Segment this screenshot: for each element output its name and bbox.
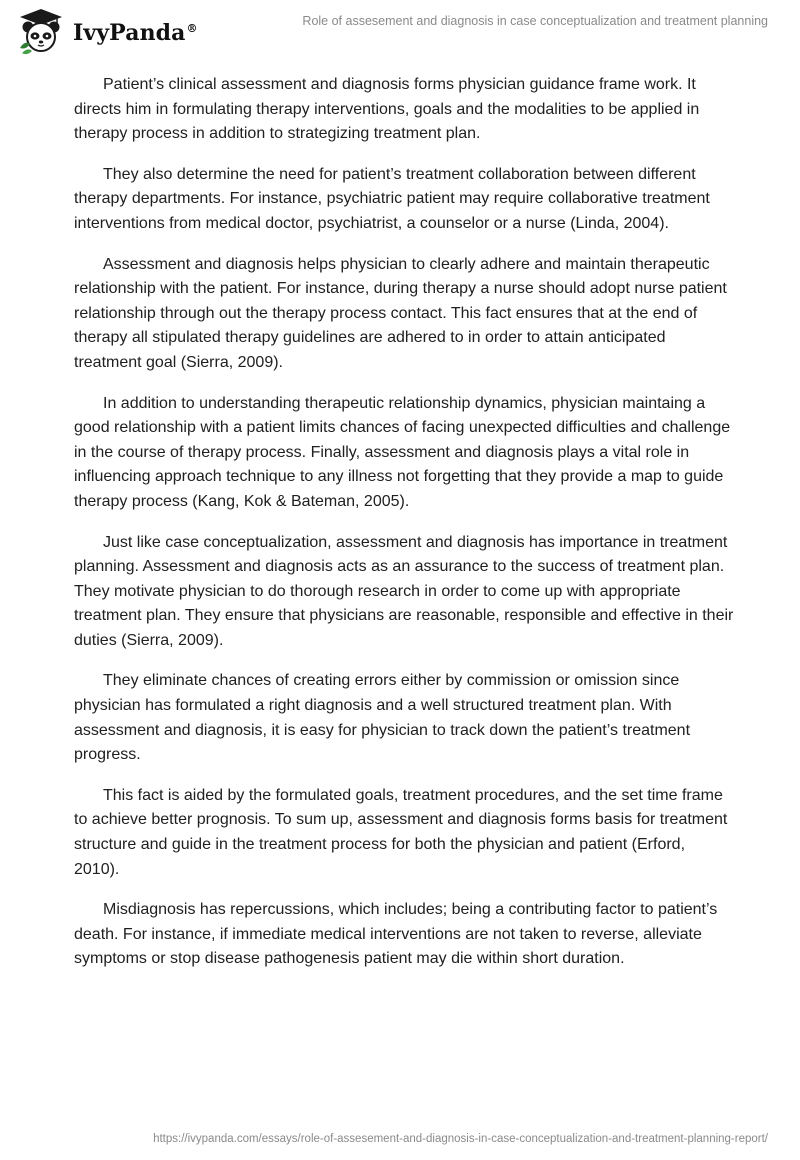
panda-graduate-icon [16, 6, 66, 56]
brand-logo[interactable] [16, 6, 198, 56]
paragraph: Assessment and diagnosis helps physician to clearly adhere and maintain therapeutic relationship with the patient. For instance, during therapy a nurse should adopt nurse patient relationship through out the therapy process contact. This fact ensures that at the end of therapy all stipulated therapy guidelines are adhered to in order to attain anticipated treatment goal (Sierra, 2009). [74, 255, 727, 371]
brand-name: IvyPanda® [73, 20, 198, 46]
paragraph: In addition to understanding therapeutic relationship dynamics, physician maintaing a good relationship with a patient limits chances of facing unexpected difficulties and challenge in the course of therapy process. Finally, assessment and diagnosis plays a vital role in influencing approach technique to any illness not forgetting that they provide a map to guide therapy process (Kang, Kok & Bateman, 2005). [74, 394, 731, 510]
paragraph: Misdiagnosis has repercussions, which includes; being a contributing factor to patient’s death. For instance, if immediate medical interventions are not taken to reverse, alleviate symptoms or stop disease pathogenesis patient may die within short duration. [74, 901, 718, 968]
paragraph: Just like case conceptualization, assessment and diagnosis has importance in treatment planning. Assessment and diagnosis acts as an assurance to the success of treatment plan. They motivate physician to do thorough research in order to come up with appropriate treatment plan. They ensure that physicians are reasonable, responsible and effective in their duties (Sierra, 2009). [74, 533, 734, 649]
page-header [0, 0, 800, 60]
source-url-link[interactable]: https://ivypanda.com/essays/role-of-assesement-and-diagnosis-in-case-conceptualization-and-treatment-planning-report/ [153, 1133, 768, 1145]
paragraph: Patient’s clinical assessment and diagnosis forms physician guidance frame work. It directs him in formulating therapy interventions, goals and the modalities to be applied in therapy process in addition to strategizing treatment plan. [74, 76, 700, 143]
paragraph: This fact is aided by the formulated goals, treatment procedures, and the set time frame to achieve better prognosis. To sum up, assessment and diagnosis forms basis for treatment structure and guide in the treatment process for both the physician and patient (Erford, 2010). [74, 786, 728, 878]
document-title: Role of assesement and diagnosis in case conceptualization and treatment planning [302, 14, 768, 28]
paragraph: They also determine the need for patient’s treatment collaboration between different therapy departments. For instance, psychiatric patient may require collaborative treatment interventions from medical doctor, psychiatrist, a counselor or a nurse (Linda, 2004). [74, 165, 710, 232]
paragraph: They eliminate chances of creating errors either by commission or omission since physician has formulated a right diagnosis and a well structured treatment plan. With assessment and diagnosis, it is easy for physician to track down the patient’s treatment progress. [74, 672, 691, 764]
essay-body [74, 73, 734, 988]
registered-mark: ® [186, 21, 198, 35]
